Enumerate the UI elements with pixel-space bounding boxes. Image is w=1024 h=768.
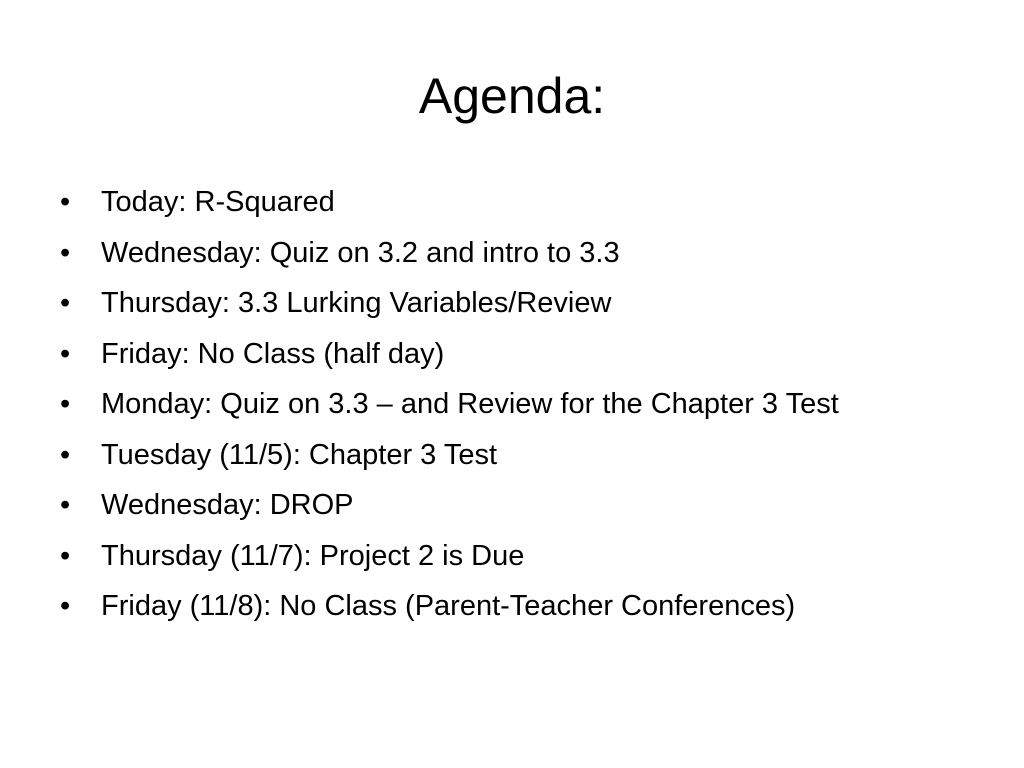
agenda-item <box>60 283 960 323</box>
agenda-item-text: Tuesday (11/5): Chapter 3 Test <box>101 438 498 471</box>
agenda-item-text: Thursday (11/7): Project 2 is Due <box>101 539 525 572</box>
agenda-item <box>60 435 960 475</box>
slide-title: Agenda: <box>418 68 606 124</box>
bullet-icon: • <box>60 489 71 521</box>
agenda-item-text: Monday: Quiz on 3.3 – and Review for the Chapter 3 Test <box>101 388 839 420</box>
bullet-icon: • <box>60 539 71 572</box>
agenda-item <box>60 182 960 222</box>
bullet-icon: • <box>60 287 71 319</box>
bullet-icon: • <box>60 388 71 420</box>
agenda-item <box>60 586 960 626</box>
agenda-item <box>60 536 960 576</box>
bullet-icon: • <box>60 236 71 269</box>
bullet-icon: • <box>60 438 71 471</box>
bullet-icon: • <box>60 186 71 218</box>
agenda-item <box>60 485 960 525</box>
bullet-icon: • <box>60 337 71 370</box>
agenda-list <box>60 182 960 637</box>
agenda-item-text: Wednesday: DROP <box>101 489 354 521</box>
agenda-item-text: Friday: No Class (half day) <box>101 337 445 370</box>
agenda-item-text: Thursday: 3.3 Lurking Variables/Review <box>101 287 612 319</box>
agenda-item <box>60 233 960 273</box>
agenda-item-text: Friday (11/8): No Class (Parent-Teacher Conferences) <box>101 590 796 622</box>
agenda-item-text: Wednesday: Quiz on 3.2 and intro to 3.3 <box>101 236 620 269</box>
agenda-item <box>60 334 960 374</box>
agenda-item <box>60 384 960 424</box>
bullet-icon: • <box>60 590 71 622</box>
agenda-item-text: Today: R-Squared <box>101 186 335 218</box>
